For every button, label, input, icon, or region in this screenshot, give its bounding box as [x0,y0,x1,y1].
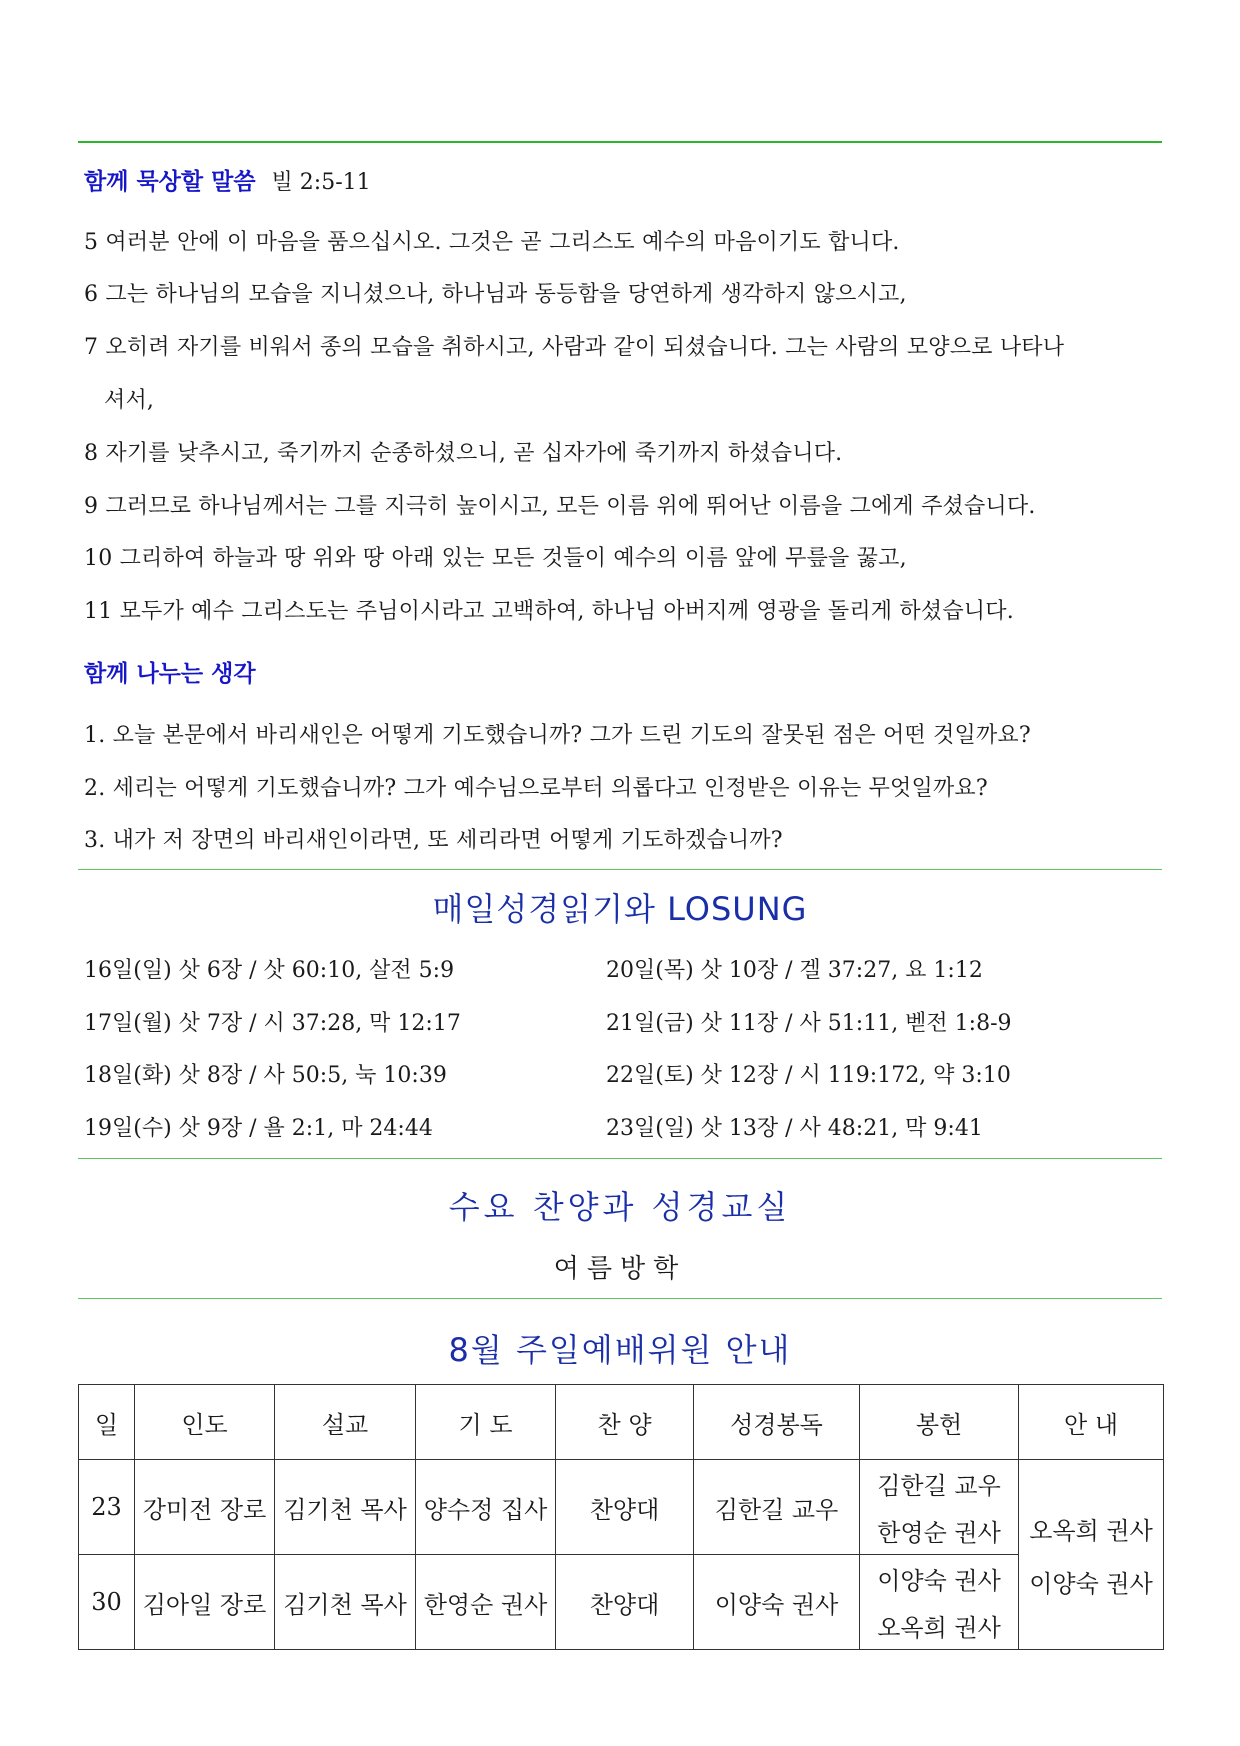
section-divider [78,1298,1162,1299]
sermon-cell: 김기천 목사 [275,1555,416,1650]
section-divider [78,1158,1162,1159]
reading-entry: 16일(일) 삿 6장 / 삿 60:10, 살전 5:9 [84,958,455,983]
lead-cell: 김아일 장로 [135,1555,275,1650]
verse-line: 셔서, [104,388,155,413]
header-cell: 찬 양 [556,1385,694,1460]
duty-table [78,1384,1164,1650]
reading-entry: 20일(목) 삿 10장 / 겔 37:27, 요 1:12 [606,958,983,983]
wednesday-subtitle: 여름방학 [553,1254,687,1284]
meditation-reference: 빌 2:5-11 [271,170,371,195]
praise-cell: 찬양대 [556,1555,694,1650]
reading-cell: 이양숙 권사 [694,1555,860,1650]
question-line: 1. 오늘 본문에서 바리새인은 어떻게 기도했습니까? 그가 드린 기도의 잘못된 점은 어떤 것일까요? [84,723,1031,748]
section-divider [78,869,1162,870]
prayer-cell: 양수정 집사 [416,1460,556,1555]
lead-cell: 강미전 장로 [135,1460,275,1555]
verse-line: 5 여러분 안에 이 마음을 품으십시오. 그것은 곧 그리스도 예수의 마음이기도 합니다. [84,230,900,255]
verse-line: 9 그러므로 하나님께서는 그를 지극히 높이시고, 모든 이름 위에 뛰어난 이름을 그에게 주셨습니다. [84,494,1036,519]
header-cell: 설교 [275,1385,416,1460]
offering-name: 김한길 교우 [877,1472,1001,1500]
prayer-cell: 한영순 권사 [416,1555,556,1650]
reading-entry: 19일(수) 삿 9장 / 욜 2:1, 마 24:44 [84,1116,433,1141]
reading-entry: 18일(화) 삿 8장 / 사 50:5, 눅 10:39 [84,1063,447,1088]
offering-cell [860,1460,1019,1555]
top-divider [78,141,1162,143]
day-cell: 30 [79,1555,135,1650]
praise-cell: 찬양대 [556,1460,694,1555]
offering-name: 이양숙 권사 [877,1567,1001,1595]
offering-name: 한영순 권사 [877,1519,1001,1547]
usher-cell [1019,1460,1164,1650]
table-header-row [79,1385,1164,1460]
reading-entry: 21일(금) 삿 11장 / 사 51:11, 벧전 1:8-9 [606,1011,1012,1036]
header-cell: 안 내 [1019,1385,1164,1460]
verse-line: 7 오히려 자기를 비워서 종의 모습을 취하시고, 사람과 같이 되셨습니다. 그는 사람의 모양으로 나타나 [84,335,1065,360]
verse-line: 8 자기를 낮추시고, 죽기까지 순종하셨으니, 곧 십자가에 죽기까지 하셨습니다. [84,441,843,466]
question-line: 2. 세리는 어떻게 기도했습니까? 그가 예수님으로부터 의롭다고 인정받은 이유는 무엇일까요? [84,776,988,801]
daily-reading-title: 매일성경읽기와 LOSUNG [432,890,808,928]
table-row [79,1555,1164,1650]
reading-entry: 23일(일) 삿 13장 / 사 48:21, 막 9:41 [606,1116,983,1141]
sharing-heading: 함께 나누는 생각 [84,661,256,687]
usher-name: 이양숙 권사 [1029,1569,1153,1598]
reading-entry: 22일(토) 삿 12장 / 시 119:172, 약 3:10 [606,1063,1011,1088]
wednesday-title: 수요 찬양과 성경교실 [448,1188,792,1226]
header-cell: 봉헌 [860,1385,1019,1460]
offering-cell [860,1555,1019,1650]
bulletin-page [78,0,1162,1746]
header-cell: 일 [79,1385,135,1460]
meditation-heading-label: 함께 묵상할 말씀 [84,169,256,195]
sermon-cell: 김기천 목사 [275,1460,416,1555]
offering-name: 오옥희 권사 [877,1614,1001,1642]
duty-title: 8월 주일예배위원 안내 [448,1331,792,1369]
usher-name: 오옥희 권사 [1029,1516,1153,1545]
header-cell: 성경봉독 [694,1385,860,1460]
meditation-heading [84,163,371,196]
reading-cell: 김한길 교우 [694,1460,860,1555]
header-cell: 기 도 [416,1385,556,1460]
header-cell: 인도 [135,1385,275,1460]
day-cell: 23 [79,1460,135,1555]
verse-line: 10 그리하여 하늘과 땅 위와 땅 아래 있는 모든 것들이 예수의 이름 앞에 무릎을 꿇고, [84,546,907,571]
reading-entry: 17일(월) 삿 7장 / 시 37:28, 막 12:17 [84,1011,461,1036]
table-row [79,1460,1164,1555]
question-line: 3. 내가 저 장면의 바리새인이라면, 또 세리라면 어떻게 기도하겠습니까? [84,828,783,853]
verse-line: 6 그는 하나님의 모습을 지니셨으나, 하나님과 동등함을 당연하게 생각하지 않으시고, [84,282,907,307]
verse-line: 11 모두가 예수 그리스도는 주님이시라고 고백하여, 하나님 아버지께 영광을 돌리게 하셨습니다. [84,599,1014,624]
